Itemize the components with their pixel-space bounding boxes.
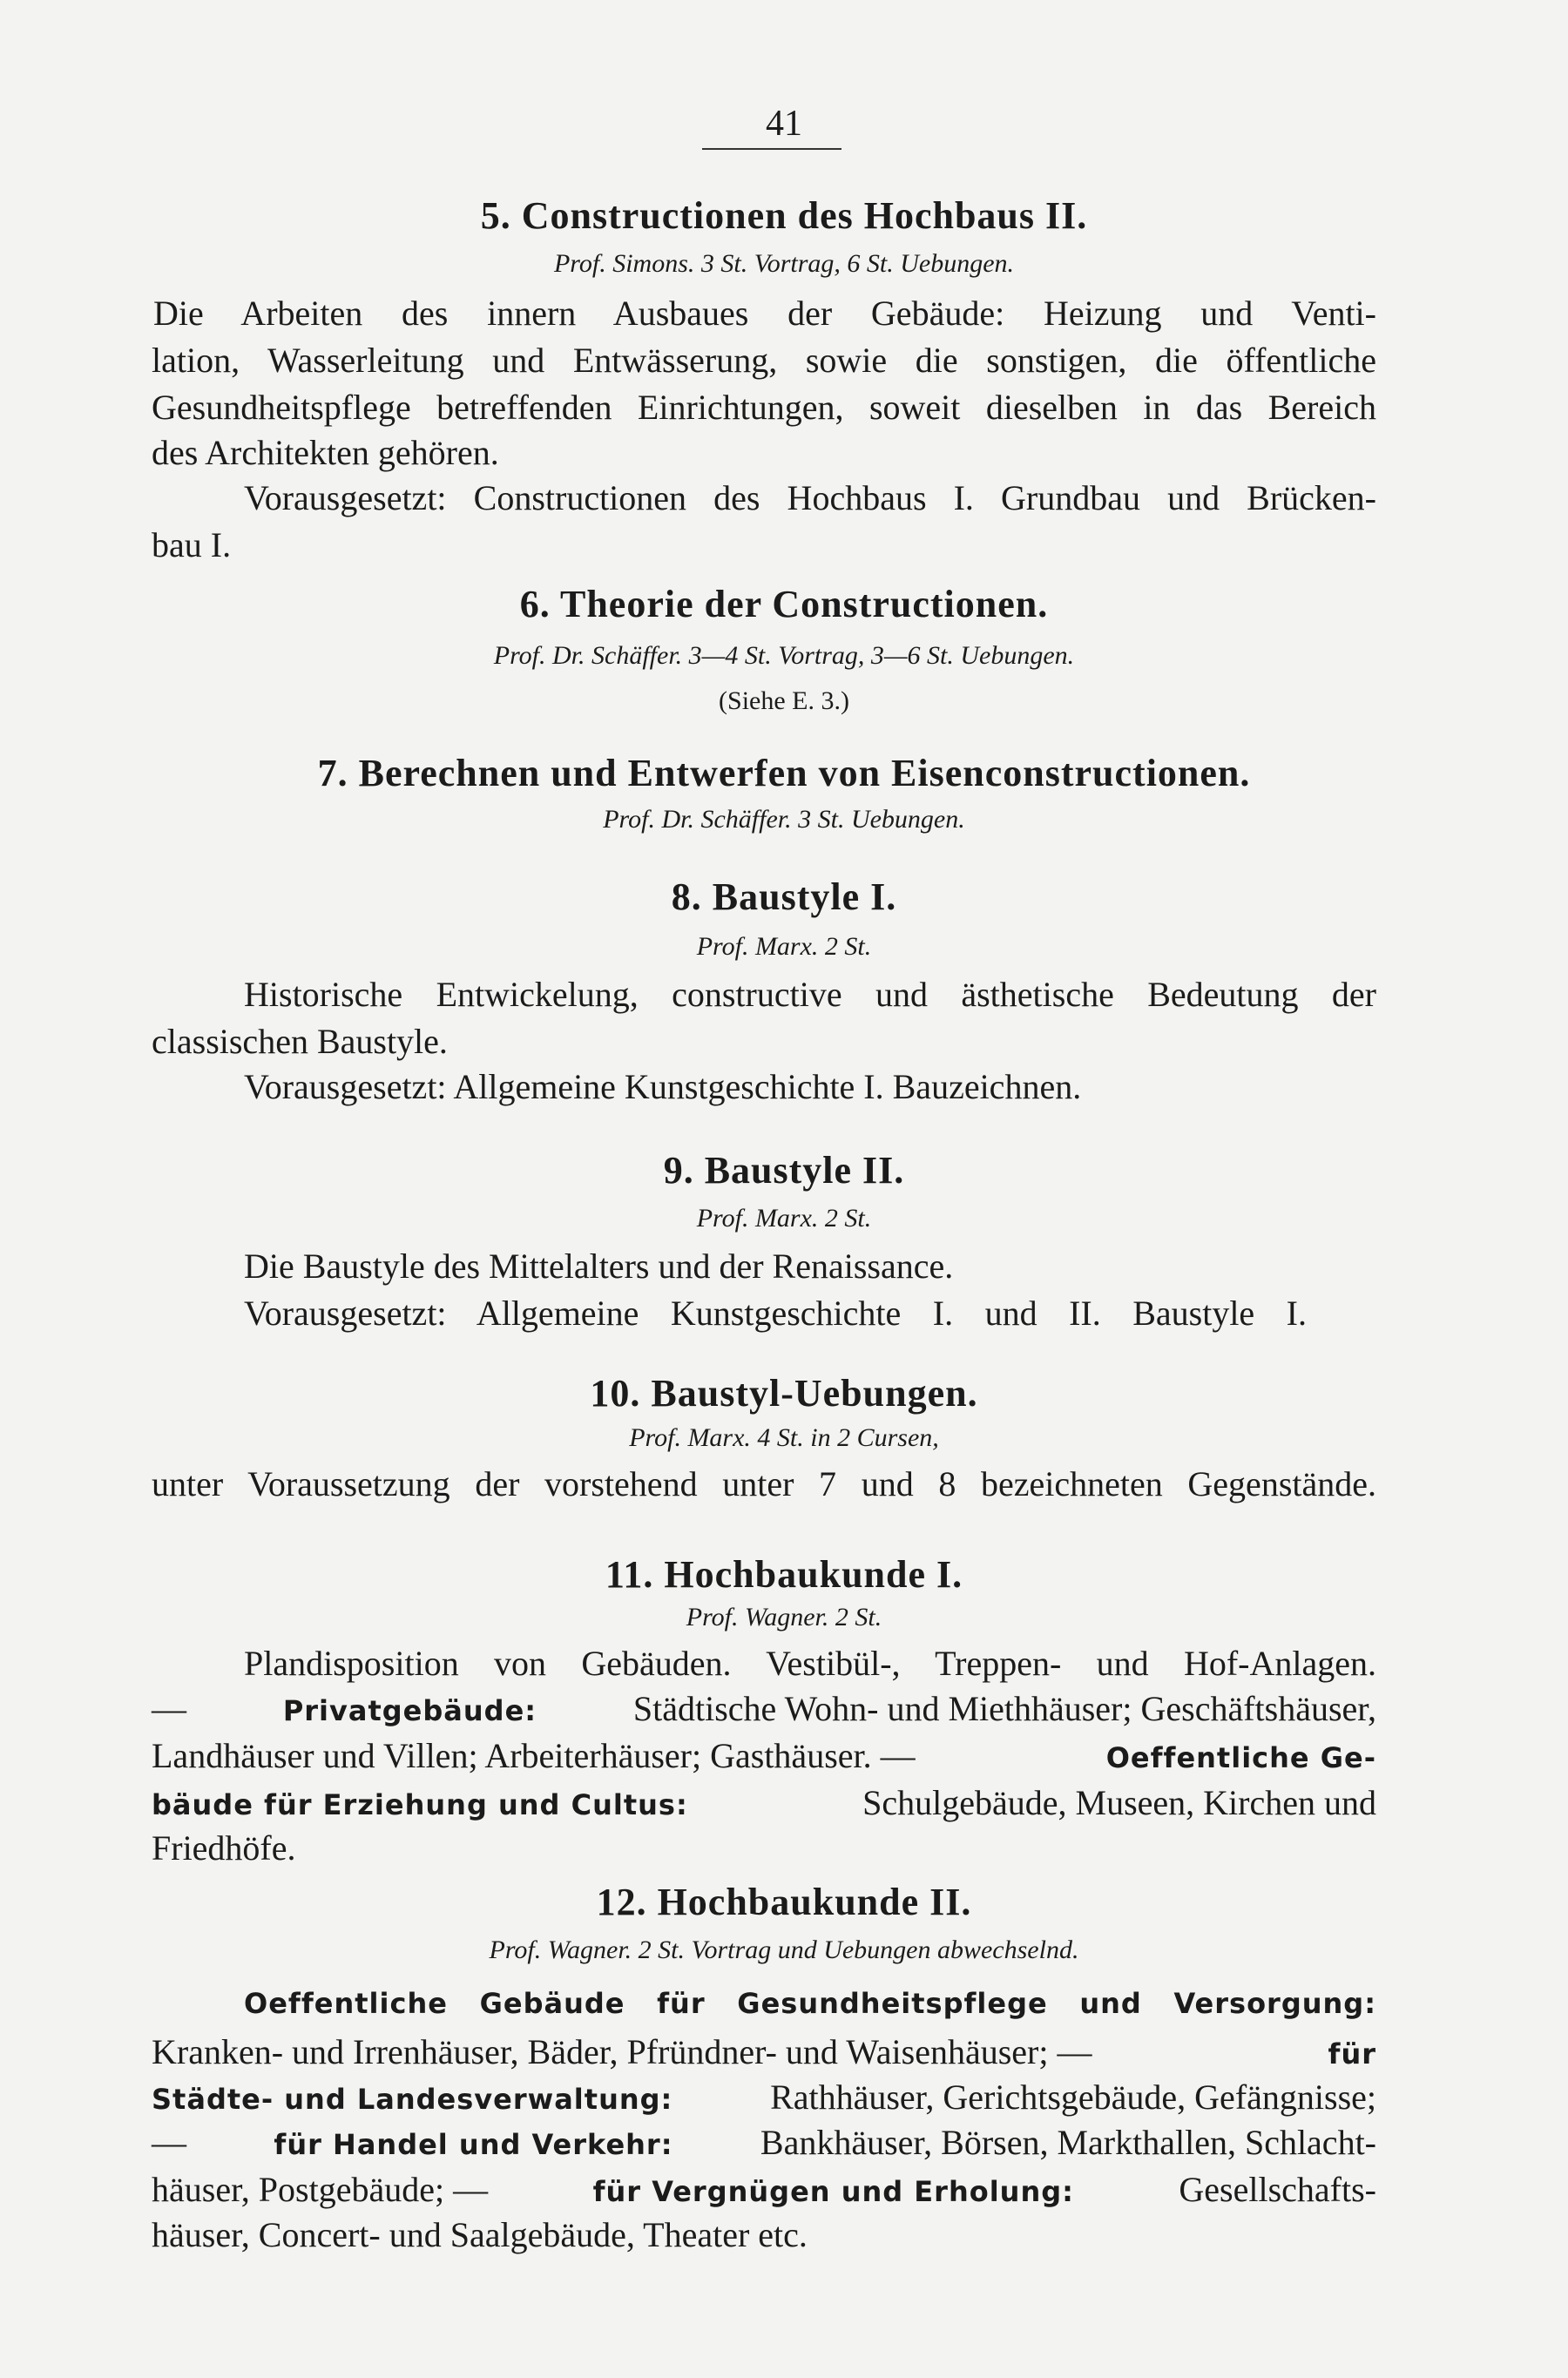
body-line: [152, 2125, 1376, 2160]
category-label: bäude für Erziehung und Cultus:: [152, 1788, 688, 1821]
body-line: [152, 2032, 1376, 2071]
body-line: classischen Baustyle.: [152, 1022, 448, 1061]
section-heading-8: 8. Baustyle I.: [671, 875, 897, 918]
body-text: Rathhäuser, Gerichtsgebäude, Gefängnisse;: [770, 2077, 1376, 2117]
category-label: für Vergnügen und Erholung:: [592, 2175, 1074, 2208]
body-line: [152, 1783, 1376, 1822]
body-text: Bankhäuser, Börsen, Markthallen, Schlacht-: [760, 2123, 1376, 2162]
page-number: 41: [766, 104, 802, 144]
body-line: Vorausgesetzt: Allgemeine Kunstgeschichte I. und II. Baustyle I.: [244, 1294, 1307, 1333]
body-line: [152, 2172, 1376, 2207]
body-line: Historische Entwickelung, constructive und ästhetische Bedeutung der: [244, 975, 1376, 1014]
section-meta-10: Prof. Marx. 4 St. in 2 Cursen,: [629, 1423, 939, 1452]
body-line: lation, Wasserleitung und Entwässerung, sowie die sonstigen, die öffentliche: [152, 341, 1376, 380]
section-heading-12: 12. Hochbaukunde II.: [596, 1881, 972, 1923]
section-meta-12: Prof. Wagner. 2 St. Vortrag und Uebungen abwechselnd.: [489, 1936, 1079, 1964]
section-heading-11: 11. Hochbaukunde I.: [605, 1553, 963, 1596]
category-label: für: [1328, 2037, 1376, 2071]
body-line: Die Baustyle des Mittelalters und der Renaissance.: [244, 1246, 954, 1286]
section-heading-6: 6. Theorie der Constructionen.: [519, 583, 1049, 625]
section-heading-10: 10. Baustyl-Uebungen.: [590, 1372, 978, 1415]
section-meta-7: Prof. Dr. Schäffer. 3 St. Uebungen.: [603, 805, 965, 834]
body-text: Kranken- und Irrenhäuser, Bäder, Pfründner- und Waisenhäuser; —: [152, 2032, 1092, 2071]
body-line: Gesundheitspflege betreffenden Einrichtungen, soweit dieselben in das Bereich: [152, 388, 1376, 427]
body-line: [152, 2077, 1376, 2117]
body-text: Gesellschafts-: [1179, 2170, 1376, 2209]
body-line: unter Voraussetzung der vorstehend unter 7 und 8 bezeichneten Gegenstände.: [152, 1464, 1376, 1503]
section-meta-11: Prof. Wagner. 2 St.: [686, 1603, 882, 1631]
category-label: für Handel und Verkehr:: [274, 2128, 673, 2161]
body-line: [152, 1736, 1376, 1775]
page-number-rule: [702, 148, 841, 150]
category-label: Städte- und Landesverwaltung:: [152, 2083, 673, 2116]
body-line: [152, 1689, 1376, 1728]
body-text: Landhäuser und Villen; Arbeiterhäuser; Gasthäuser. —: [152, 1736, 916, 1775]
body-line: häuser, Concert- und Saalgebäude, Theater etc.: [152, 2215, 808, 2254]
category-label: Oeffentliche Ge-: [1105, 1741, 1376, 1774]
dash: —: [152, 2123, 186, 2162]
section-heading-5: 5. Constructionen des Hochbaus II.: [480, 194, 1088, 237]
section-note-6: (Siehe E. 3.): [719, 686, 849, 715]
dash: —: [152, 1689, 186, 1728]
section-heading-9: 9. Baustyle II.: [663, 1149, 905, 1192]
body-text: Städtische Wohn- und Miethhäuser; Geschäftshäuser,: [632, 1689, 1376, 1728]
section-meta-5: Prof. Simons. 3 St. Vortrag, 6 St. Uebungen.: [553, 249, 1015, 278]
section-meta-6: Prof. Dr. Schäffer. 3—4 St. Vortrag, 3—6 St. Uebungen.: [493, 641, 1075, 670]
section-heading-7: 7. Berechnen und Entwerfen von Eisenconstructionen.: [317, 752, 1251, 794]
category-label: Oeffentliche Gebäude für Gesundheitspflege und Versorgung:: [244, 1987, 1376, 2020]
body-text: Schulgebäude, Museen, Kirchen und: [862, 1783, 1376, 1822]
body-line: bau I.: [152, 525, 232, 564]
body-line: Die Arbeiten des innern Ausbaues der Gebäude: Heizung und Venti-: [153, 294, 1376, 333]
body-line: Friedhöfe.: [152, 1828, 296, 1868]
body-line: Plandisposition von Gebäuden. Vestibül-, Treppen- und Hof-Anlagen.: [244, 1644, 1376, 1683]
category-label: Privatgebäude:: [282, 1694, 537, 1727]
section-meta-9: Prof. Marx. 2 St.: [696, 1204, 872, 1233]
body-line: Vorausgesetzt: Allgemeine Kunstgeschichte I. Bauzeichnen.: [244, 1067, 1082, 1106]
body-text: häuser, Postgebäude; —: [152, 2170, 489, 2209]
section-meta-8: Prof. Marx. 2 St.: [696, 932, 872, 961]
body-line: Vorausgesetzt: Constructionen des Hochbaus I. Grundbau und Brücken-: [244, 478, 1376, 517]
body-line: des Architekten gehören.: [152, 433, 499, 472]
